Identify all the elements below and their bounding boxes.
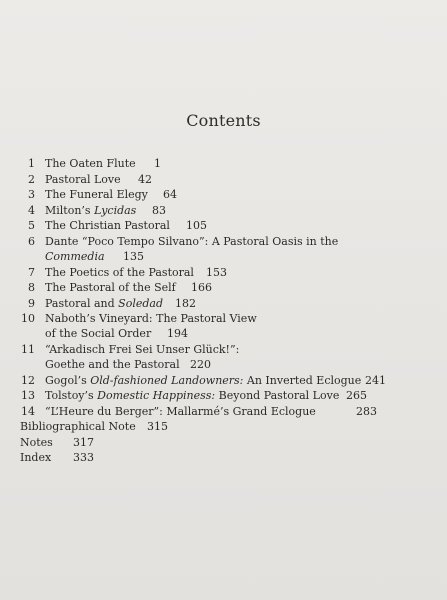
chapter-title-continued: of the Social Order <box>45 327 152 340</box>
chapter-title: Dante “Poco Tempo Silvano”: A Pastoral Oasis in the <box>45 235 339 248</box>
chapter-title: The Funeral Elegy <box>45 188 148 201</box>
chapter-title: The Oaten Flute <box>45 157 136 170</box>
chapter-number: 3 <box>28 188 35 201</box>
page-number: 333 <box>73 451 94 464</box>
chapter-number: 14 <box>21 405 35 418</box>
chapter-title: The Christian Pastoral <box>45 219 170 232</box>
chapter-title: Milton’s Lycidas <box>45 204 137 217</box>
chapter-number: 1 <box>28 157 35 170</box>
chapter-title: Tolstoy’s Domestic Happiness: Beyond Pastoral Love <box>45 389 340 402</box>
page-number: 317 <box>73 436 94 449</box>
page-number: 64 <box>163 188 177 201</box>
chapter-title: The Poetics of the Pastoral <box>45 266 194 279</box>
page-number: 105 <box>186 219 207 232</box>
page-number: 42 <box>138 173 152 186</box>
back-matter-label: Notes <box>20 436 53 449</box>
chapter-number: 4 <box>28 204 35 217</box>
page-number: 265 <box>346 389 367 402</box>
chapter-title-continued: Goethe and the Pastoral <box>45 358 180 371</box>
chapter-number: 8 <box>28 281 35 294</box>
chapter-number: 9 <box>28 297 35 310</box>
page-number: 315 <box>147 420 168 433</box>
chapter-title: “L’Heure du Berger”: Mallarmé’s Grand Eclogue <box>45 405 316 418</box>
chapter-number: 11 <box>21 343 35 356</box>
page-number: 135 <box>123 250 144 263</box>
chapter-number: 6 <box>28 235 35 248</box>
contents-title: Contents <box>186 111 261 130</box>
page-number: 241 <box>365 374 386 387</box>
page-number: 182 <box>175 297 196 310</box>
back-matter-label: Bibliographical Note <box>20 420 136 433</box>
back-matter-label: Index <box>20 451 52 464</box>
page-number: 194 <box>167 327 188 340</box>
chapter-number: 13 <box>21 389 35 402</box>
page-number: 166 <box>191 281 212 294</box>
chapter-number: 2 <box>28 173 35 186</box>
page-number: 1 <box>154 157 161 170</box>
page-number: 153 <box>206 266 227 279</box>
chapter-number: 10 <box>21 312 35 325</box>
page-number: 283 <box>356 405 377 418</box>
chapter-title: Naboth’s Vineyard: The Pastoral View <box>45 312 257 325</box>
chapter-title-continued: Commedia <box>45 250 105 263</box>
chapter-title: Pastoral Love <box>45 173 121 186</box>
chapter-title: Pastoral and Soledad <box>45 297 163 310</box>
page-number: 220 <box>190 358 211 371</box>
chapter-number: 7 <box>28 266 35 279</box>
chapter-title: “Arkadisch Frei Sei Unser Glück!”: <box>45 343 240 356</box>
page-number: 83 <box>152 204 166 217</box>
chapter-number: 5 <box>28 219 35 232</box>
chapter-title: Gogol’s Old-fashioned Landowners: An Inverted Eclogue <box>45 374 362 387</box>
chapter-number: 12 <box>21 374 35 387</box>
chapter-title: The Pastoral of the Self <box>45 281 176 294</box>
